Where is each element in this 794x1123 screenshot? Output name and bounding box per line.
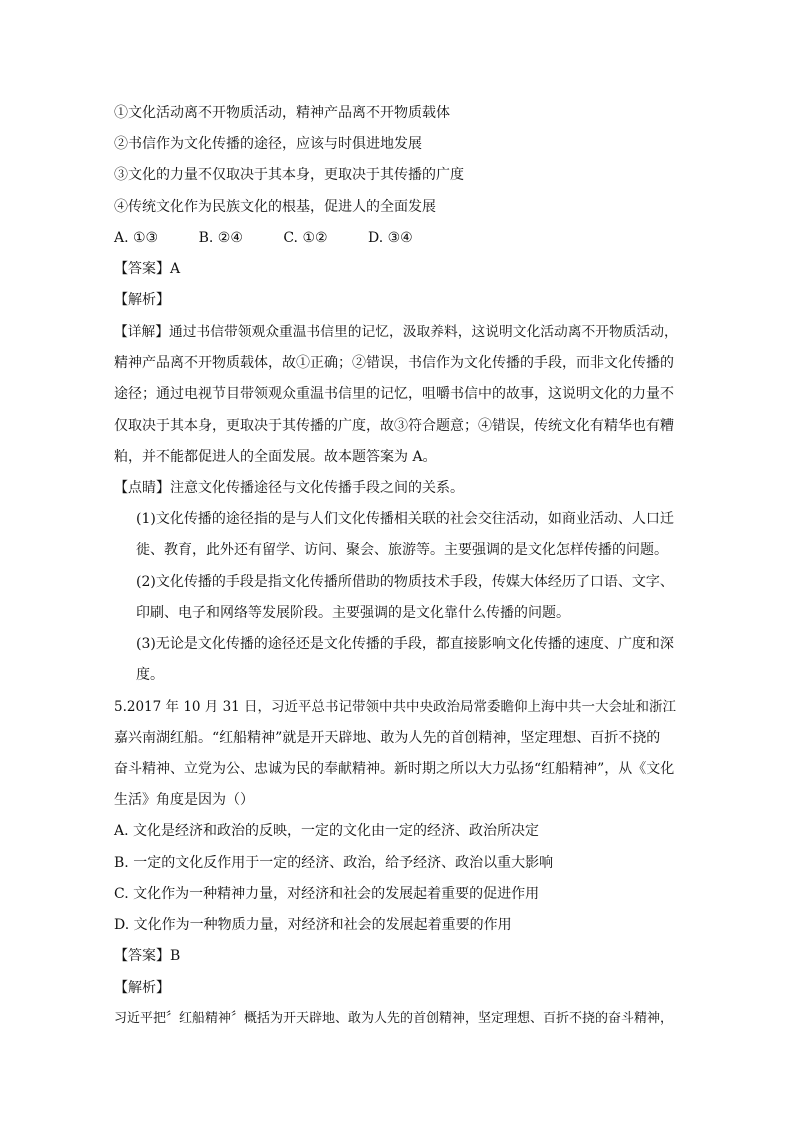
q4-detail-line: 粕，并不能都促进人的全面发展。故本题答案为 A。: [114, 449, 437, 465]
q5-stem-line: 5.2017 年 10 月 31 日，习近平总书记带领中共中央政治局常委瞻仰上海中共一大会址和浙江: [114, 699, 677, 715]
q5-stem-line: 奋斗精神、立党为公、忠诚为民的奉献精神。新时期之所以大力弘扬“红船精神”，从《文化: [114, 761, 675, 777]
q5-option-b: B. 一定的文化反作用于一定的经济、政治，给予经济、政治以重大影响: [114, 855, 554, 871]
q4-tip-point: 印刷、电子和网络等发展阶段。主要强调的是文化靠什么传播的问题。: [136, 605, 570, 621]
q4-tip-point: (1)文化传播的途径指的是与人们文化传播相关联的社会交往活动，如商业活动、人口迁: [136, 511, 674, 527]
q4-tip-point: (3)无论是文化传播的途径还是文化传播的手段，都直接影响文化传播的速度、广度和深: [136, 636, 674, 652]
q4-tip-point: 徙、教育，此外还有留学、访问、聚会、旅游等。主要强调的是文化怎样传播的问题。: [136, 542, 668, 558]
q4-option-d: D. ③④: [368, 230, 413, 246]
q5-answer: 【答案】B: [114, 948, 181, 964]
statement-2: ②书信作为文化传播的途径，应该与时俱进地发展: [114, 136, 422, 152]
q4-detail-line: 途径；通过电视节目带领观众重温书信里的记忆，咀嚼书信中的故事，这说明文化的力量不: [114, 386, 674, 402]
q4-options: [114, 228, 680, 248]
q5-option-d: D. 文化作为一种物质力量，对经济和社会的发展起着重要的作用: [114, 917, 512, 933]
q5-stem-line: 生活》角度是因为（）: [114, 792, 254, 808]
q4-detail-line: 【详解】通过书信带领观众重温书信里的记忆，汲取养料，这说明文化活动离不开物质活动，: [114, 324, 678, 340]
q5-option-c: C. 文化作为一种精神力量，对经济和社会的发展起着重要的促进作用: [114, 886, 540, 902]
q5-option-a: A. 文化是经济和政治的反映，一定的文化由一定的经济、政治所决定: [114, 823, 540, 839]
q4-option-a: A. ①③: [114, 230, 159, 246]
statement-4: ④传统文化作为民族文化的根基，促进人的全面发展: [114, 199, 436, 215]
q4-tip: 【点睛】注意文化传播途径与文化传播手段之间的关系。: [114, 480, 464, 496]
q4-option-c: C. ①②: [283, 230, 328, 246]
q4-answer: 【答案】A: [114, 261, 181, 277]
q5-stem-line: 嘉兴南湖红船。“红船精神”就是开天辟地、敢为人先的首创精神，坚定理想、百折不挠的: [114, 730, 661, 746]
q4-tip-point: 度。: [136, 667, 164, 683]
q4-detail-line: 精神产品离不开物质载体，故①正确；②错误，书信作为文化传播的手段，而非文化传播的: [114, 355, 674, 371]
q4-analysis-heading: 【解析】: [114, 292, 170, 308]
statement-1: ①文化活动离不开物质活动，精神产品离不开物质载体: [114, 105, 450, 121]
statement-3: ③文化的力量不仅取决于其本身，更取决于其传播的广度: [114, 167, 464, 183]
q4-tip-point: (2)文化传播的手段是指文化传播所借助的物质技术手段，传媒大体经历了口语、文字、: [136, 574, 674, 590]
q4-detail-line: 仅取决于其本身，更取决于其传播的广度，故③符合题意；④错误，传统文化有精华也有糟: [114, 418, 674, 434]
q5-analysis-heading: 【解析】: [114, 980, 170, 996]
q4-option-b: B. ②④: [198, 230, 243, 246]
q5-analysis-line: 习近平把〞红船精神〞概括为开天辟地、敢为人先的首创精神，坚定理想、百折不挠的奋斗精神，: [114, 1011, 674, 1026]
